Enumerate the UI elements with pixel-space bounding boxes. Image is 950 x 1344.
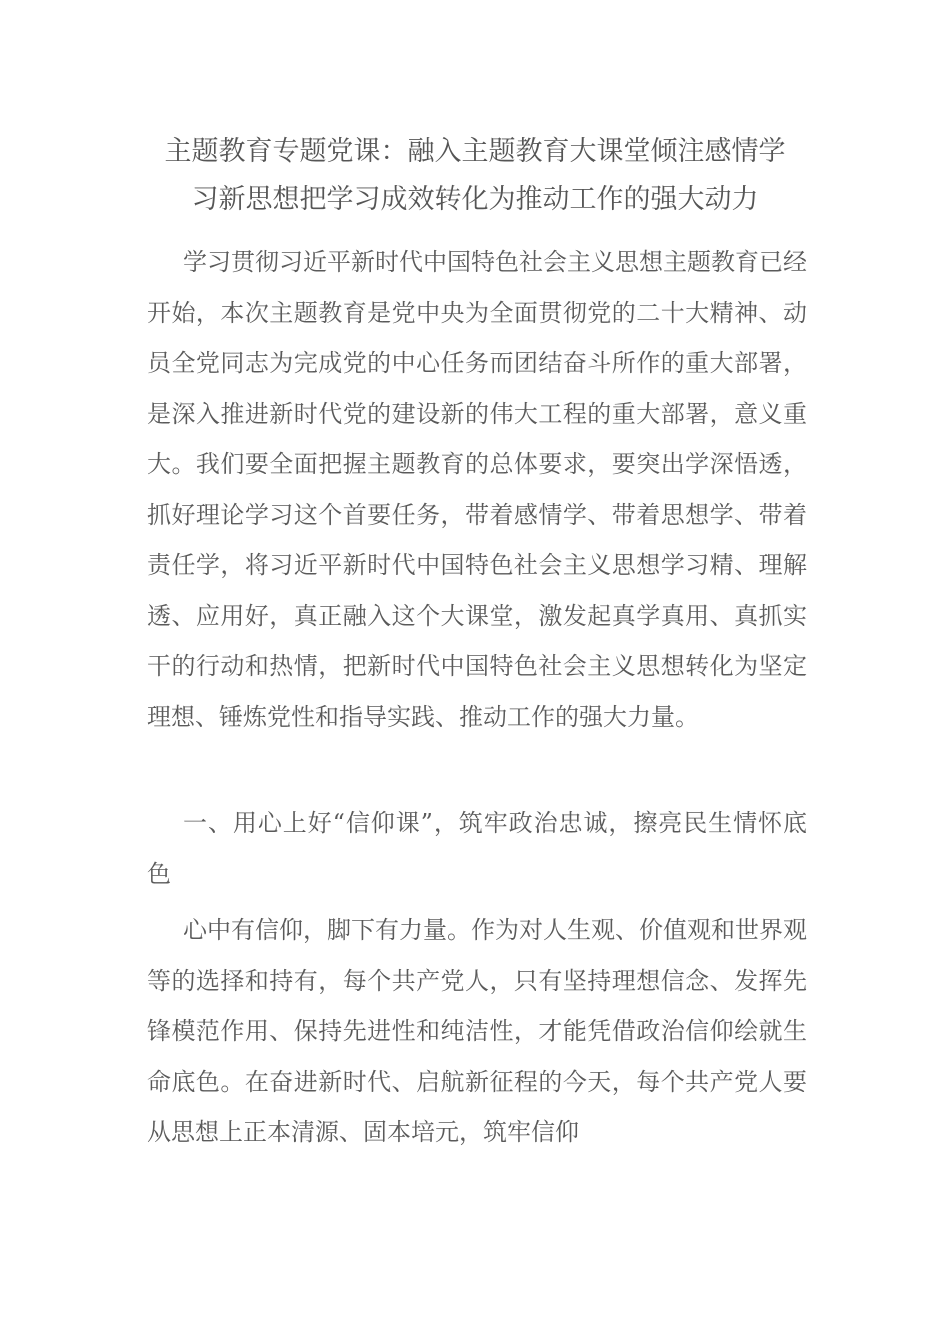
- section-heading-1: 一、用心上好“信仰课”，筑牢政治忠诚，擦亮民生情怀底色: [147, 809, 807, 888]
- paragraph-intro: 学习贯彻习近平新时代中国特色社会主义思想主题教育已经开始，本次主题教育是党中央为全面贯彻党的二十大精神、动员全党同志为完成党的中心任务而团结奋斗所作的重大部署，是深入推进新时代党的建设新的伟大工程的重大部署，意义重大。我们要全面把握主题教育的总体要求，要突出学深悟透，抓好理论学习这个首要任务，带着感情学、带着思想学、带着责任学，将习近平新时代中国特色社会主义思想学习精、理解透、应用好，真正融入这个大课堂，激发起真学真用、真抓实干的行动和热情，把新时代中国特色社会主义思想转化为坚定理想、锤炼党性和指导实践、推动工作的强大力量。: [147, 248, 807, 731]
- document-title-line-2: 习新思想把学习成效转化为推动工作的强大动力: [191, 184, 759, 215]
- paragraph-section-1: 心中有信仰，脚下有力量。作为对人生观、价值观和世界观等的选择和持有，每个共产党人，只有坚持理想信念、发挥先锋模范作用、保持先进性和纯洁性，才能凭借政治信仰绘就生命底色。在奋进新时代、启航新征程的今天，每个共产党人要从思想上正本清源、固本培元，筑牢信仰: [147, 916, 807, 1146]
- document-title-line-1: 主题教育专题党课：融入主题教育大课堂倾注感情学: [164, 136, 786, 167]
